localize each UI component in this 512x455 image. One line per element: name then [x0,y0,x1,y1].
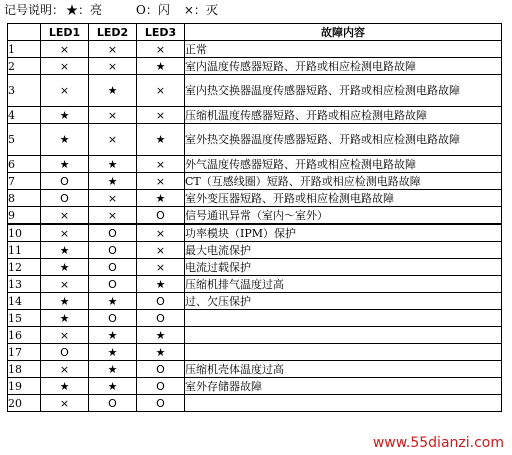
table-row [8,58,502,75]
row-number: 9 [8,207,41,225]
led3-state: × [137,41,185,58]
led2-state: × [89,190,137,207]
led3-state: × [137,156,185,173]
row-number: 6 [8,156,41,173]
led3-state: ★ [137,190,185,207]
fault-description: 室内温度传感器短路、开路或相应检测电路故障 [185,58,502,75]
led2-state: × [89,58,137,75]
led3-state: ★ [137,276,185,293]
table-row [8,124,502,156]
led2-state: O [89,395,137,412]
fault-description [185,344,502,361]
table-row [8,41,502,58]
led2-state: ★ [89,361,137,378]
led1-state: × [41,75,89,107]
led1-state: ★ [41,293,89,310]
led2-state: × [89,124,137,156]
led2-state: O [89,224,137,242]
led3-state: × [137,107,185,124]
table-row [8,361,502,378]
led1-state: ★ [41,156,89,173]
fault-description: CT（互感线圈）短路、开路或相应检测电路故障 [185,173,502,190]
fault-description: 正常 [185,41,502,58]
led1-state: ★ [41,242,89,259]
fault-description: 压缩机温度传感器短路、开路或相应检测电路故障 [185,107,502,124]
led3-state: O [137,395,185,412]
led2-state: × [89,207,137,225]
legend-prefix: 记号说明： [4,3,65,17]
led3-state: × [137,75,185,107]
led3-state: ★ [137,327,185,344]
led2-state: ★ [89,75,137,107]
led3-state: O [137,310,185,327]
fault-description: 功率模块（IPM）保护 [185,224,502,242]
led2-state: O [89,310,137,327]
led3-state: ★ [137,124,185,156]
table-row [8,207,502,225]
table-row [8,293,502,310]
led2-state: O [89,259,137,276]
led1-state: × [41,395,89,412]
fault-description: 室外变压器短路、开路或相应检测电路故障 [185,190,502,207]
legend-cross: ×：灭 [183,3,218,17]
table-row [8,259,502,276]
table-row [8,190,502,207]
row-number: 4 [8,107,41,124]
led1-state: O [41,173,89,190]
row-number: 17 [8,344,41,361]
led3-state: ★ [137,58,185,75]
table-body [8,41,502,412]
fault-description: 室外存储器故障 [185,378,502,395]
led2-state: ★ [89,327,137,344]
fault-description: 压缩机排气温度过高 [185,276,502,293]
led1-state: × [41,207,89,225]
led2-state: O [89,276,137,293]
header-led3: LED3 [137,24,185,41]
row-number: 7 [8,173,41,190]
led1-state: × [41,276,89,293]
led3-state: × [137,242,185,259]
row-number: 1 [8,41,41,58]
header-fault-content: 故障内容 [185,24,502,41]
row-number: 18 [8,361,41,378]
fault-description: 室外热交换器温度传感器短路、开路或相应检测电路故障 [185,124,502,156]
led1-state: ★ [41,378,89,395]
led1-state: × [41,58,89,75]
table-row [8,224,502,242]
fault-description: 信号通讯异常（室内～室外） [185,207,502,225]
led2-state: ★ [89,173,137,190]
fault-description: 最大电流保护 [185,242,502,259]
table-row [8,107,502,124]
fault-code-table [7,23,502,412]
led3-state: O [137,361,185,378]
fault-description [185,310,502,327]
led2-state: × [89,107,137,124]
legend-circle: O：闪 [136,3,170,17]
table-row [8,378,502,395]
led1-state: × [41,41,89,58]
led3-state: × [137,259,185,276]
row-number: 20 [8,395,41,412]
row-number: 2 [8,58,41,75]
led1-state: O [41,190,89,207]
led2-state: × [89,41,137,58]
table-row [8,173,502,190]
led2-state: ★ [89,293,137,310]
fault-description: 过、欠压保护 [185,293,502,310]
led2-state: O [89,242,137,259]
led3-state: O [137,207,185,225]
table-row [8,276,502,293]
table-row [8,156,502,173]
table-row [8,395,502,412]
led1-state: × [41,327,89,344]
header-number [8,24,41,41]
fault-description: 外气温度传感器短路、开路或相应检测电路故障 [185,156,502,173]
legend [4,3,218,17]
fault-description [185,327,502,344]
led3-state: O [137,378,185,395]
table-row [8,310,502,327]
table-header-row [8,24,502,41]
fault-description [185,395,502,412]
led2-state: ★ [89,344,137,361]
led1-state: × [41,224,89,242]
table-row [8,242,502,259]
row-number: 3 [8,75,41,107]
fault-description: 压缩机壳体温度过高 [185,361,502,378]
legend-star: ★：亮 [66,3,103,17]
led2-state: ★ [89,156,137,173]
row-number: 13 [8,276,41,293]
table-row [8,344,502,361]
led3-state: O [137,293,185,310]
led1-state: ★ [41,107,89,124]
led1-state: ★ [41,124,89,156]
fault-description: 室内热交换器温度传感器短路、开路或相应检测电路故障 [185,75,502,107]
led1-state: ★ [41,259,89,276]
row-number: 5 [8,124,41,156]
led2-state: ★ [89,378,137,395]
row-number: 11 [8,242,41,259]
row-number: 19 [8,378,41,395]
header-led2: LED2 [89,24,137,41]
row-number: 12 [8,259,41,276]
led3-state: ★ [137,344,185,361]
led1-state: × [41,361,89,378]
header-led1: LED1 [41,24,89,41]
led1-state: O [41,344,89,361]
led1-state: ★ [41,310,89,327]
table-row [8,75,502,107]
led3-state: × [137,173,185,190]
row-number: 14 [8,293,41,310]
row-number: 8 [8,190,41,207]
fault-description: 电流过载保护 [185,259,502,276]
row-number: 10 [8,224,41,242]
led3-state: × [137,224,185,242]
row-number: 16 [8,327,41,344]
table-row [8,327,502,344]
row-number: 15 [8,310,41,327]
watermark: www.55dianzi.com [372,435,504,451]
